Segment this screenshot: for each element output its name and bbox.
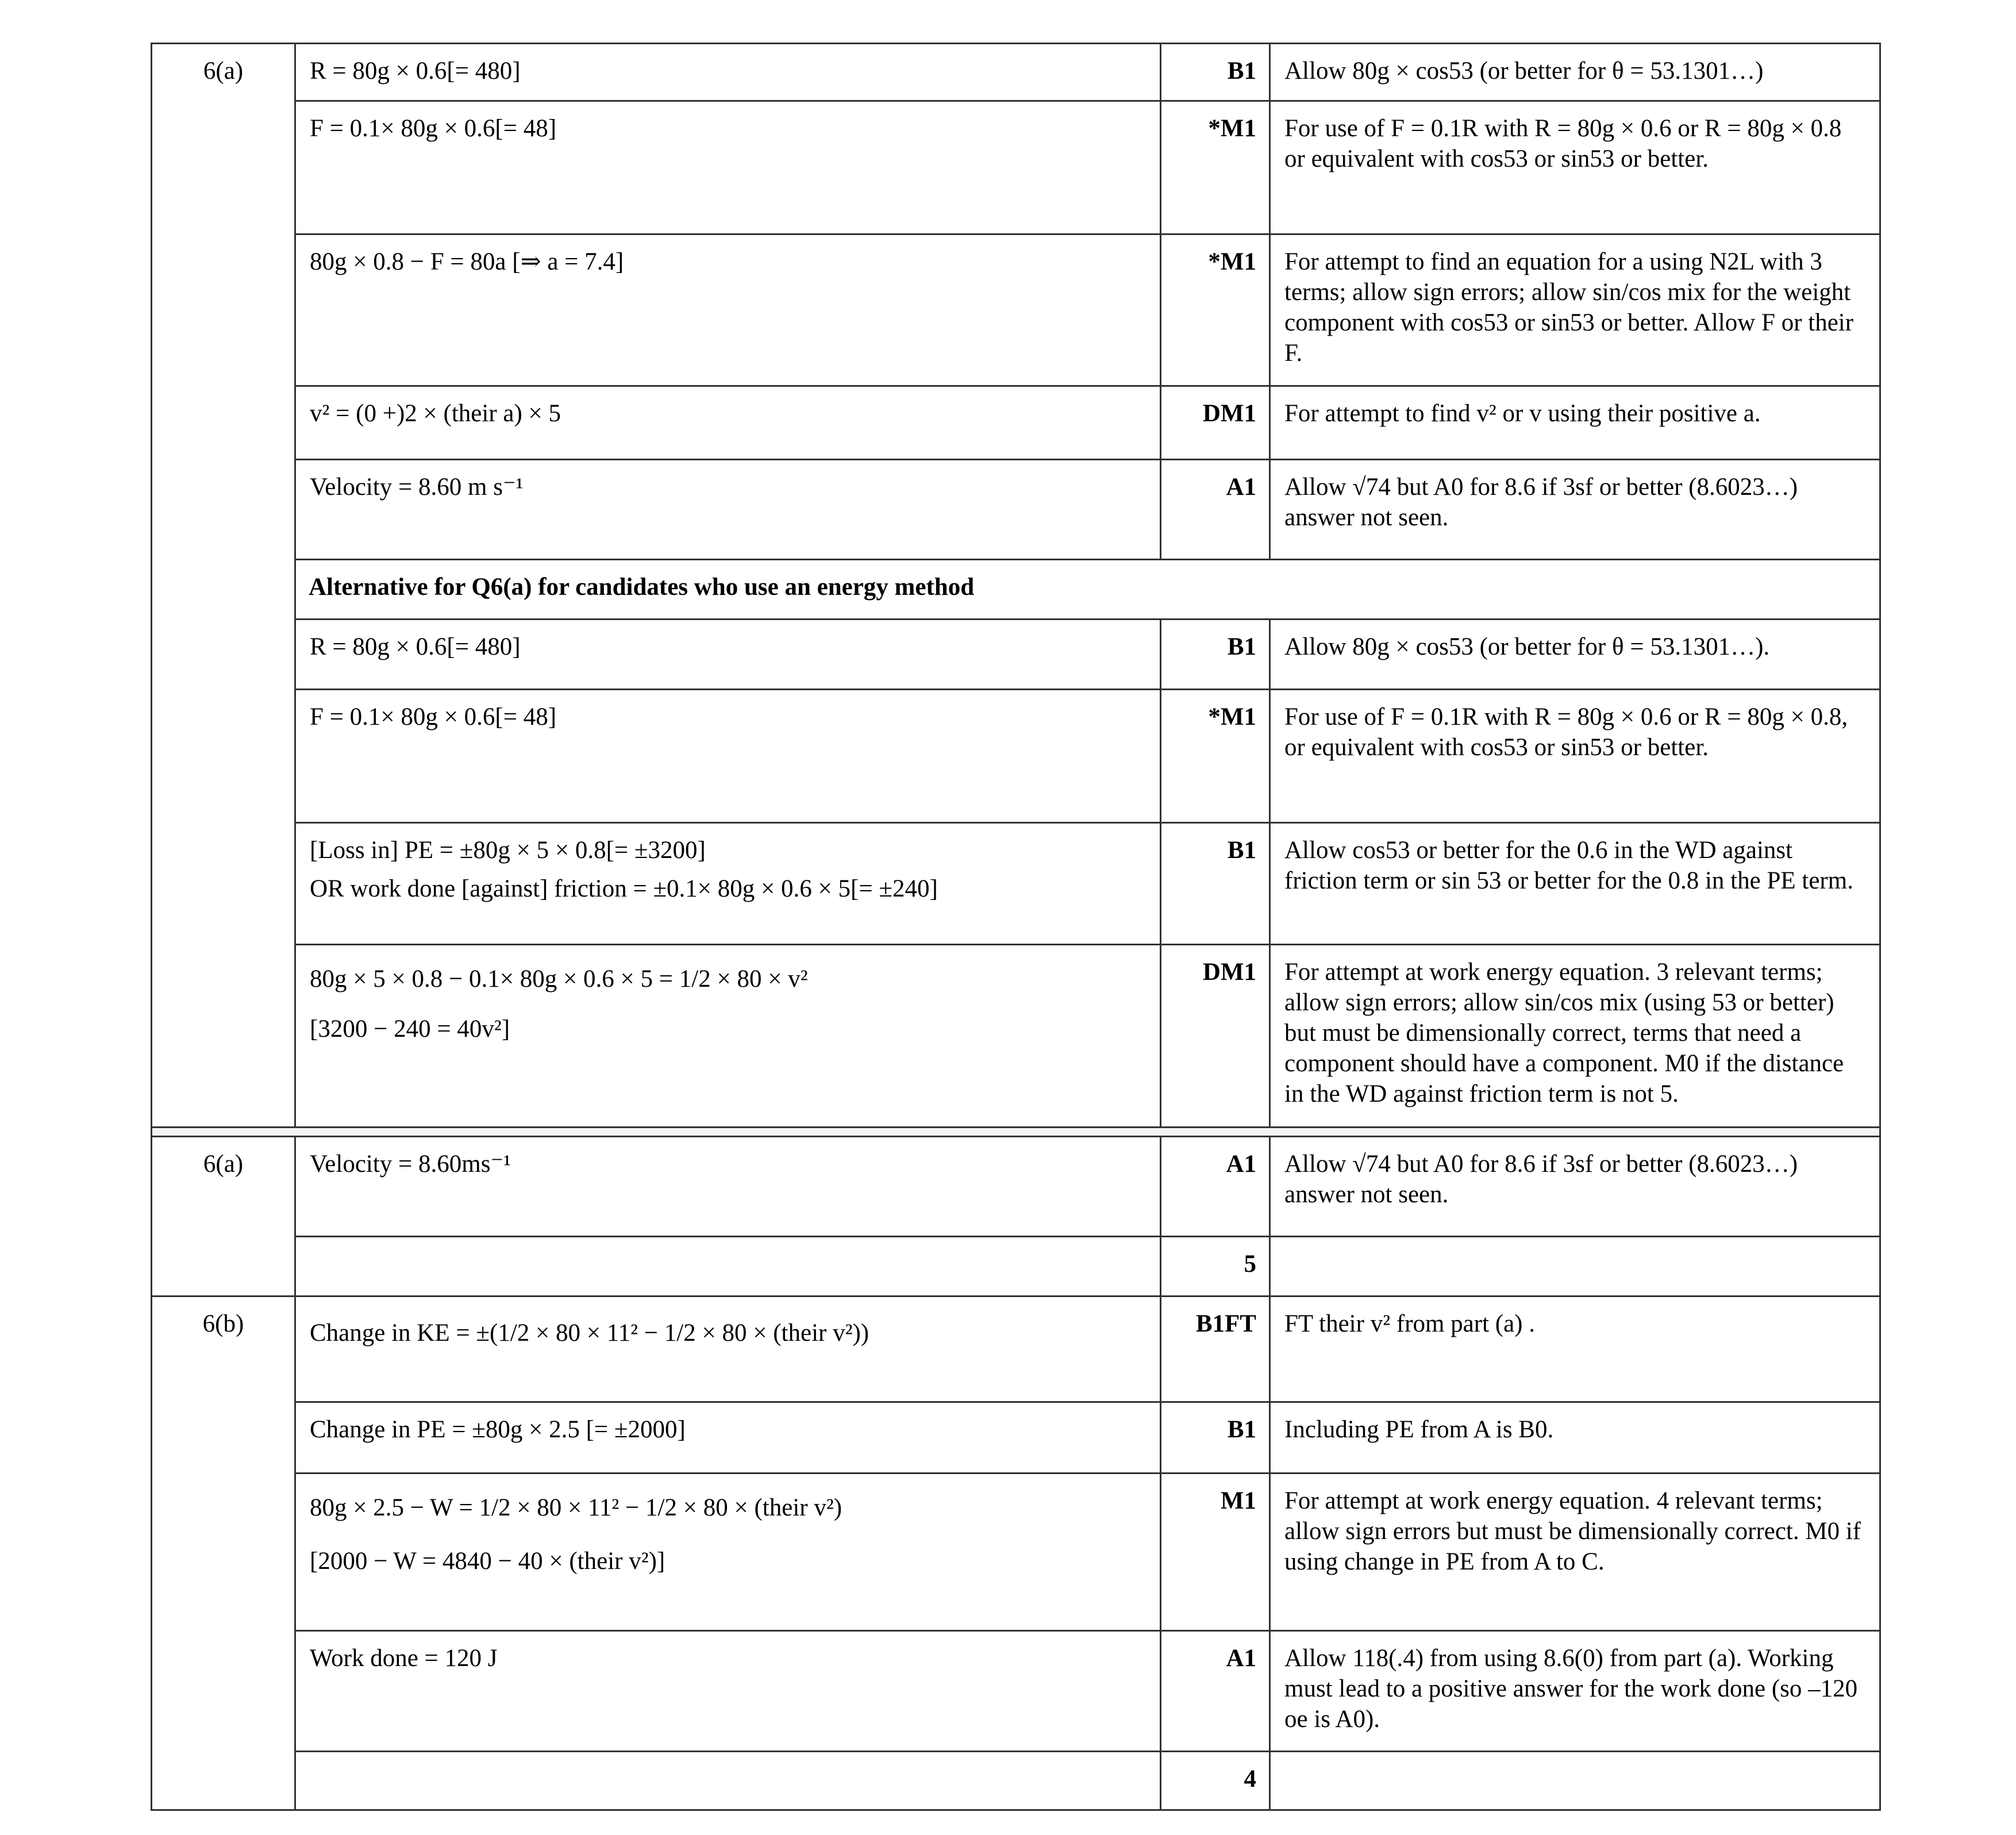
answer-cell — [295, 386, 1161, 460]
guidance-cell: Allow 118(.4) from using 8.6(0) from part (a). Working must lead to a positive answer for the work done (so –120 oe is A0). — [1270, 1631, 1880, 1752]
alternative-header-row — [152, 560, 1880, 620]
answer-cell — [295, 44, 1161, 101]
table-row — [152, 1137, 1880, 1237]
table-row — [152, 1402, 1880, 1474]
answer-text: F = 0.1× 80g × 0.6[= 48] — [310, 703, 557, 730]
answer-text-alt: OR work done [against] friction = ±0.1× 80g × 0.6 × 5[= ±240] — [310, 875, 938, 902]
guidance-cell: For attempt to find v² or v using their positive a. — [1270, 386, 1880, 460]
table-row — [152, 690, 1880, 823]
mark-cell: DM1 — [1161, 945, 1270, 1128]
table-row — [152, 823, 1880, 945]
table-row — [152, 1631, 1880, 1752]
answer-cell — [295, 945, 1161, 1128]
alternative-header: Alternative for Q6(a) for candidates who use an energy method — [295, 560, 1880, 620]
table-row — [152, 386, 1880, 460]
answer-text: v² = (0 +)2 × (their a) × 5 — [310, 400, 561, 427]
table-row — [152, 1474, 1880, 1631]
answer-cell — [295, 620, 1161, 690]
answer-text: Work done = 120 J — [310, 1645, 498, 1672]
mark-cell: B1 — [1161, 1402, 1270, 1474]
mark-total: 5 — [1161, 1237, 1270, 1297]
page-break-divider — [152, 1128, 1880, 1137]
guidance-cell: For attempt at work energy equation. 4 relevant terms; allow sign errors but must be dimensionally correct. M0 if using change in PE from A to C. — [1270, 1474, 1880, 1631]
table-row — [152, 234, 1880, 386]
answer-text: R = 80g × 0.6[= 480] — [310, 57, 521, 84]
answer-text: Velocity = 8.60ms⁻¹ — [310, 1151, 511, 1178]
mark-cell: *M1 — [1161, 101, 1270, 234]
mark-cell: A1 — [1161, 1137, 1270, 1237]
answer-text: 80g × 5 × 0.8 − 0.1× 80g × 0.6 × 5 = 1/2 × 80 × v² — [310, 965, 808, 992]
table-row — [152, 44, 1880, 101]
answer-cell — [295, 460, 1161, 560]
guidance-cell: For attempt to find an equation for a using N2L with 3 terms; allow sign errors; allow sin/cos mix for the weight component with cos53 or sin53 or better. Allow F or their F. — [1270, 234, 1880, 386]
table-row — [152, 1297, 1880, 1402]
mark-scheme-table — [151, 43, 1879, 1811]
guidance-cell: For use of F = 0.1R with R = 80g × 0.6 or R = 80g × 0.8 or equivalent with cos53 or sin53 or better. — [1270, 101, 1880, 234]
guidance-cell — [1270, 1237, 1880, 1297]
guidance-cell: Allow √74 but A0 for 8.6 if 3sf or better (8.6023…) answer not seen. — [1270, 460, 1880, 560]
guidance-cell: Allow 80g × cos53 (or better for θ = 53.1301…). — [1270, 620, 1880, 690]
answer-cell — [295, 101, 1161, 234]
mark-cell: *M1 — [1161, 234, 1270, 386]
guidance-cell: For attempt at work energy equation. 3 relevant terms; allow sign errors; allow sin/cos mix (using 53 or better) but must be dimensionally correct, terms that need a component should have a component. M0 if the distance in the WD against friction term is not 5. — [1270, 945, 1880, 1128]
guidance-cell: Allow cos53 or better for the 0.6 in the WD against friction term or sin 53 or better for the 0.8 in the PE term. — [1270, 823, 1880, 945]
guidance-cell: For use of F = 0.1R with R = 80g × 0.6 or R = 80g × 0.8, or equivalent with cos53 or sin53 or better. — [1270, 690, 1880, 823]
guidance-cell: Allow √74 but A0 for 8.6 if 3sf or better (8.6023…) answer not seen. — [1270, 1137, 1880, 1237]
mark-cell: B1 — [1161, 44, 1270, 101]
answer-cell — [295, 1237, 1161, 1297]
answer-cell — [295, 1297, 1161, 1402]
answer-text: 80g × 0.8 − F = 80a [⇒ a = 7.4] — [310, 248, 624, 275]
question-number: 6(a) — [152, 1137, 295, 1237]
answer-cell — [295, 1402, 1161, 1474]
answer-text-alt: [2000 − W = 4840 − 40 × (their v²)] — [310, 1548, 665, 1575]
table-row — [152, 1752, 1880, 1810]
mark-cell: M1 — [1161, 1474, 1270, 1631]
answer-cell — [295, 234, 1161, 386]
guidance-cell: Allow 80g × cos53 (or better for θ = 53.1301…) — [1270, 44, 1880, 101]
answer-text: Velocity = 8.60 m s⁻¹ — [310, 474, 524, 501]
table-row — [152, 1237, 1880, 1297]
answer-text-alt: [3200 − 240 = 40v²] — [310, 1015, 510, 1042]
answer-text: F = 0.1× 80g × 0.6[= 48] — [310, 115, 557, 142]
mark-cell: A1 — [1161, 1631, 1270, 1752]
mark-cell: *M1 — [1161, 690, 1270, 823]
answer-text: R = 80g × 0.6[= 480] — [310, 633, 521, 660]
answer-cell — [295, 1474, 1161, 1631]
question-number: 6(a) — [152, 44, 295, 101]
answer-text: [Loss in] PE = ±80g × 5 × 0.8[= ±3200] — [310, 837, 706, 864]
mark-cell: A1 — [1161, 460, 1270, 560]
mark-cell: DM1 — [1161, 386, 1270, 460]
answer-cell — [295, 1752, 1161, 1810]
mark-cell: B1 — [1161, 823, 1270, 945]
answer-cell — [295, 823, 1161, 945]
mark-cell: B1FT — [1161, 1297, 1270, 1402]
table-row — [152, 945, 1880, 1128]
guidance-cell: FT their v² from part (a) . — [1270, 1297, 1880, 1402]
answer-cell — [295, 1137, 1161, 1237]
answer-text: Change in KE = ±(1/2 × 80 × 11² − 1/2 × 80 × (their v²)) — [310, 1319, 870, 1347]
answer-text: Change in PE = ±80g × 2.5 [= ±2000] — [310, 1416, 686, 1443]
answer-text: 80g × 2.5 − W = 1/2 × 80 × 11² − 1/2 × 80 × (their v²) — [310, 1494, 842, 1521]
answer-cell — [295, 690, 1161, 823]
guidance-cell: Including PE from A is B0. — [1270, 1402, 1880, 1474]
mark-total: 4 — [1161, 1752, 1270, 1810]
table-row — [152, 101, 1880, 234]
table-row — [152, 460, 1880, 560]
table-row — [152, 620, 1880, 690]
answer-cell — [295, 1631, 1161, 1752]
question-number: 6(b) — [152, 1297, 295, 1402]
guidance-cell — [1270, 1752, 1880, 1810]
mark-cell: B1 — [1161, 620, 1270, 690]
